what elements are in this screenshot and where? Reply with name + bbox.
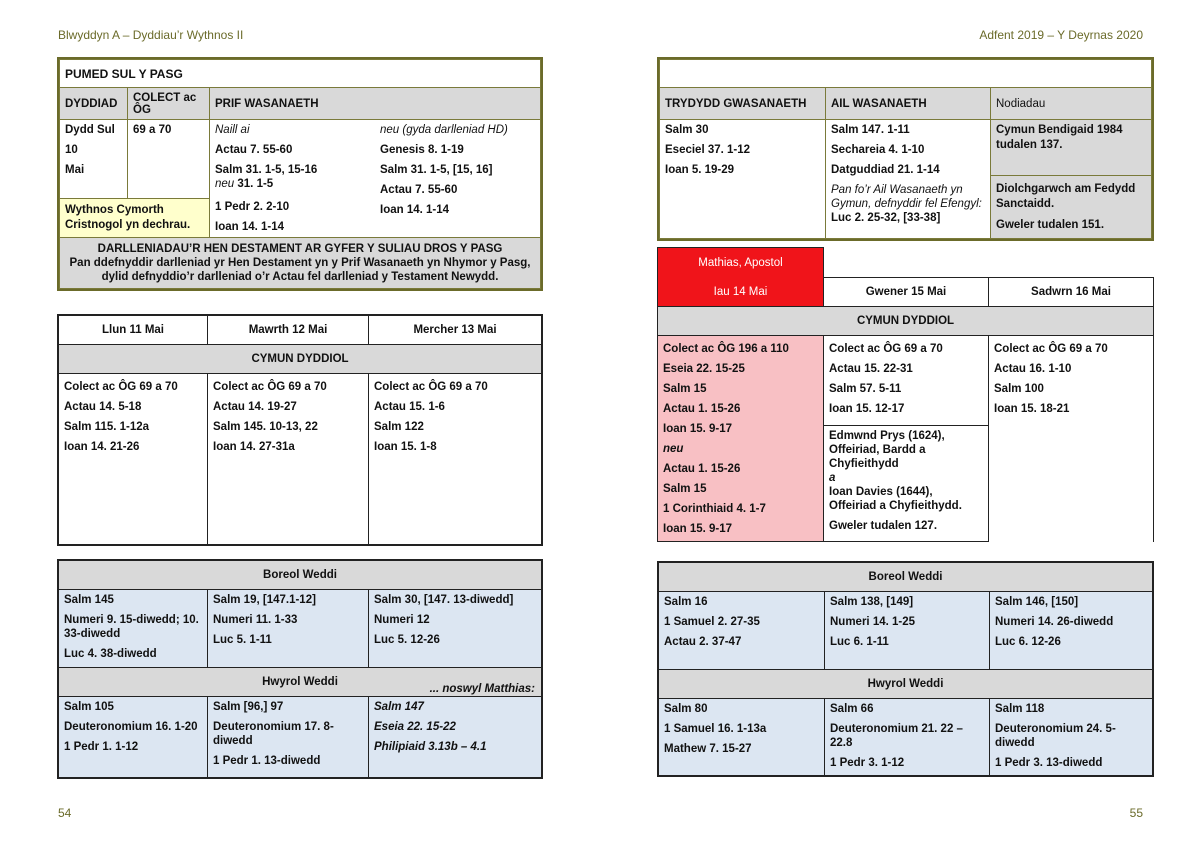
evening-readings <box>990 699 1153 776</box>
blank-title-row <box>660 60 1152 88</box>
note-cell <box>991 120 1152 176</box>
reading: Deuteronomium 17. 8-diwedd <box>213 721 334 747</box>
reading: Actau 1. 15-26 <box>663 403 741 415</box>
third-service <box>660 120 826 239</box>
reading: Salm 66 <box>830 703 874 715</box>
reading: Salm 118 <box>995 703 1045 715</box>
reading: Ioan 14. 27-31a <box>213 441 295 453</box>
reading: Actau 7. 55-60 <box>380 184 458 196</box>
reading: 1 Pedr 3. 1-12 <box>830 757 905 769</box>
weekday-communion-right <box>657 247 1154 542</box>
second-service <box>826 120 991 239</box>
reading: Colect ac ÔG 69 a 70 <box>829 343 943 355</box>
evening-prayer-band <box>59 668 542 697</box>
sunday-title: PUMED SUL Y PASG <box>60 60 541 88</box>
reading: Ioan 14. 1-14 <box>215 221 285 233</box>
morning-readings <box>208 590 369 668</box>
col-date-header: DYDDIAD <box>60 88 128 120</box>
reading: Numeri 11. 1-33 <box>213 614 298 626</box>
reading: Ioan 15. 12-17 <box>829 403 905 415</box>
evening-prayer-label: Hwyrol Weddi <box>262 676 338 688</box>
see-page: Gweler tudalen 127. <box>829 520 938 532</box>
morning-prayer-band: Boreol Weddi <box>59 561 542 590</box>
day-readings <box>59 374 208 545</box>
col-second-header: AIL WASANAETH <box>826 88 991 120</box>
saturday-readings <box>989 336 1154 542</box>
morning-prayer-band: Boreol Weddi <box>659 563 1153 592</box>
option2-heading: neu (gyda darlleniad HD) <box>380 124 508 136</box>
reading: Salm 31. 1-5, 15-16 <box>215 164 318 176</box>
reading: Ioan 15. 1-8 <box>374 441 437 453</box>
reading: Ioan 15. 9-17 <box>663 423 733 435</box>
sunday-date <box>60 120 128 199</box>
option1-heading: Naill ai <box>215 124 250 136</box>
running-header-right: Adfent 2019 – Y Deyrnas 2020 <box>979 28 1143 42</box>
reading: Salm 146, [150] <box>995 596 1079 608</box>
reading-alt <box>210 177 375 197</box>
reading: 1 Samuel 2. 27-35 <box>664 616 760 628</box>
evening-readings <box>59 697 208 778</box>
reading: 1 Pedr 1. 1-12 <box>64 741 139 753</box>
evening-prayer-band: Hwyrol Weddi <box>659 670 1153 699</box>
morning-readings <box>59 590 208 668</box>
reading: 1 Pedr 1. 13-diwedd <box>213 755 321 767</box>
option1-cell <box>210 120 376 238</box>
reading: Actau 15. 1-6 <box>374 401 445 413</box>
running-header-left: Blwyddyn A – Dyddiau’r Wythnos II <box>58 28 244 42</box>
date-line: 10 <box>65 144 78 156</box>
reading: Sechareia 4. 1-10 <box>831 144 925 156</box>
reading: Luc 5. 12-26 <box>374 634 440 646</box>
reading: Eseciel 37. 1-12 <box>665 144 751 156</box>
note-text: Wythnos Cymorth Cristnogol yn dechrau. <box>65 204 191 232</box>
reading: Numeri 14. 1-25 <box>830 616 916 628</box>
page-number-right: 55 <box>1129 806 1143 820</box>
reading: Ioan 14. 1-14 <box>380 204 450 216</box>
reading: Luc 5. 1-11 <box>213 634 272 646</box>
col-collect-header: COLECT ac ÔG <box>128 88 210 120</box>
reading: Deuteronomium 16. 1-20 <box>64 721 198 733</box>
and-word: a <box>829 472 836 484</box>
reading: Actau 2. 37-47 <box>664 636 742 648</box>
day-header: Mercher 13 Mai <box>369 316 542 345</box>
reading: Luc 6. 1-11 <box>830 636 889 648</box>
reading: Ioan 15. 9-17 <box>663 523 733 535</box>
note-box <box>60 199 210 238</box>
reading: Salm 30, [147. 13-diwedd] <box>374 594 514 606</box>
eve-note: ... noswyl Matthias: <box>429 683 535 695</box>
reading: 1 Samuel 16. 1-13a <box>664 723 767 735</box>
reading: Mathew 7. 15-27 <box>664 743 752 755</box>
reading: Actau 16. 1-10 <box>994 363 1072 375</box>
reading: Salm 145. 10-13, 22 <box>213 421 318 433</box>
morning-readings <box>990 592 1153 670</box>
reading: Numeri 14. 26-diwedd <box>995 616 1114 628</box>
evening-readings <box>208 697 369 778</box>
reading: Salm 138, [149] <box>830 596 914 608</box>
note-text: Diolchgarwch am Fedydd Sanctaidd. <box>996 183 1136 210</box>
feast-name: Mathias, Apostol <box>658 248 824 278</box>
sunday-services-table <box>657 57 1154 241</box>
friday-commemoration <box>824 426 989 542</box>
reading: Deuteronomium 24. 5-diwedd <box>995 723 1116 749</box>
note-cell <box>991 176 1152 239</box>
thursday-readings <box>658 336 824 542</box>
reading: Salm 145 <box>64 594 114 606</box>
col-third-header: TRYDYDD GWASANAETH <box>660 88 826 120</box>
reading: Deuteronomium 21. 22 – 22.8 <box>830 723 963 749</box>
reading: Colect ac ÔG 69 a 70 <box>374 381 488 393</box>
reading: Salm 19, [147.1-12] <box>213 594 316 606</box>
daily-office-right <box>657 561 1154 777</box>
collect-value: 69 a 70 <box>133 124 172 136</box>
cymun-band: CYMUN DYDDIOL <box>658 307 1154 336</box>
reading: Salm 57. 5-11 <box>829 383 902 395</box>
reading: Salm [96,] 97 <box>213 701 284 713</box>
morning-readings <box>659 592 825 670</box>
reading: Actau 14. 19-27 <box>213 401 297 413</box>
reading: Salm 15 <box>663 383 707 395</box>
ot-note <box>60 238 541 289</box>
reading: Actau 15. 22-31 <box>829 363 913 375</box>
note-text: Cymun Bendigaid 1984 tudalen 137. <box>996 124 1123 151</box>
day-header: Sadwrn 16 Mai <box>989 278 1154 307</box>
day-header: Iau 14 Mai <box>658 278 824 307</box>
second-note: Pan fo’r Ail Wasanaeth yn Gymun, defnyddir fel Efengyl: <box>831 184 982 210</box>
note-text: Gweler tudalen 151. <box>996 219 1105 231</box>
morning-readings <box>825 592 990 670</box>
evening-readings <box>825 699 990 776</box>
reading: Actau 7. 55-60 <box>215 144 293 156</box>
reading: Actau 1. 15-26 <box>663 463 741 475</box>
reading: Salm 30 <box>665 124 709 136</box>
reading: Colect ac ÔG 69 a 70 <box>994 343 1108 355</box>
reading: Luc 6. 12-26 <box>995 636 1061 648</box>
reading: 1 Corinthiaid 4. 1-7 <box>663 503 766 515</box>
reading: Colect ac ÔG 69 a 70 <box>213 381 327 393</box>
reading: Salm 80 <box>664 703 708 715</box>
reading: Ioan 15. 18-21 <box>994 403 1070 415</box>
date-line: Mai <box>65 164 85 176</box>
reading: Salm 122 <box>374 421 424 433</box>
reading: Philipiaid 3.13b – 4.1 <box>374 741 487 753</box>
reading: Salm 16 <box>664 596 708 608</box>
date-line: Dydd Sul <box>65 124 115 136</box>
reading: Salm 105 <box>64 701 114 713</box>
sunday-table <box>57 57 543 291</box>
reading: Luc 4. 38-diwedd <box>64 648 157 660</box>
col-notes-header: Nodiadau <box>991 88 1152 120</box>
cymun-band: CYMUN DYDDIOL <box>59 345 542 374</box>
sunday-collect <box>128 120 210 199</box>
reading: 1 Pedr 2. 2-10 <box>215 201 290 213</box>
reading: Numeri 12 <box>374 614 430 626</box>
reading: Salm 31. 1-5, [15, 16] <box>380 164 493 176</box>
blank <box>824 248 1154 278</box>
reading: Genesis 8. 1-19 <box>380 144 464 156</box>
evening-readings <box>659 699 825 776</box>
reading: Ioan 14. 21-26 <box>64 441 140 453</box>
weekday-communion-left <box>57 314 543 546</box>
day-header: Mawrth 12 Mai <box>208 316 369 345</box>
reading: Eseia 22. 15-25 <box>663 363 745 375</box>
reading: Colect ac ÔG 196 a 110 <box>663 343 789 355</box>
neu-word: neu <box>663 443 684 455</box>
reading: Actau 14. 5-18 <box>64 401 142 413</box>
day-readings <box>208 374 369 545</box>
reading: 1 Pedr 3. 13-diwedd <box>995 757 1103 769</box>
option2-cell <box>375 120 541 238</box>
reading: Colect ac ÔG 69 a 70 <box>64 381 178 393</box>
reading: Salm 100 <box>994 383 1044 395</box>
reading: Salm 147 <box>374 701 424 713</box>
morning-readings <box>369 590 542 668</box>
commemoration: Edmwnd Prys (1624), Offeiriad, Bardd a Chyfieithydd <box>829 430 945 470</box>
reading: Salm 15 <box>663 483 707 495</box>
friday-readings <box>824 336 989 426</box>
ot-note-title: DARLLENIADAU’R HEN DESTAMENT AR GYFER Y SULIAU DROS Y PASG <box>97 243 503 255</box>
ot-note-line: dylid defnyddio’r darlleniad o’r Actau fel darlleniad y Testament Newydd. <box>101 271 499 283</box>
day-readings <box>369 374 542 545</box>
reading: Eseia 22. 15-22 <box>374 721 456 733</box>
daily-office-left <box>57 559 543 779</box>
reading: Numeri 9. 15-diwedd; 10. 33-diwedd <box>64 614 199 640</box>
reading: Datguddiad 21. 1-14 <box>831 164 940 176</box>
reading: Ioan 5. 19-29 <box>665 164 735 176</box>
evening-readings <box>369 697 542 778</box>
day-header: Llun 11 Mai <box>59 316 208 345</box>
reading: Salm 147. 1-11 <box>831 124 910 136</box>
page-number-left: 54 <box>58 806 72 820</box>
reading: Salm 115. 1-12a <box>64 421 150 433</box>
day-header: Gwener 15 Mai <box>824 278 989 307</box>
commemoration: Ioan Davies (1644), Offeiriad a Chyfieithydd. <box>829 486 962 512</box>
ot-note-line: Pan ddefnyddir darlleniad yr Hen Destament yn y Prif Wasanaeth yn Nhymor y Pasg, <box>69 257 531 269</box>
col-main-header: PRIF WASANAETH <box>210 88 541 120</box>
reading: Luc 2. 25-32, [33-38] <box>831 212 941 224</box>
reading: 31. 1-5 <box>237 178 274 190</box>
neu-word: neu <box>215 178 235 190</box>
